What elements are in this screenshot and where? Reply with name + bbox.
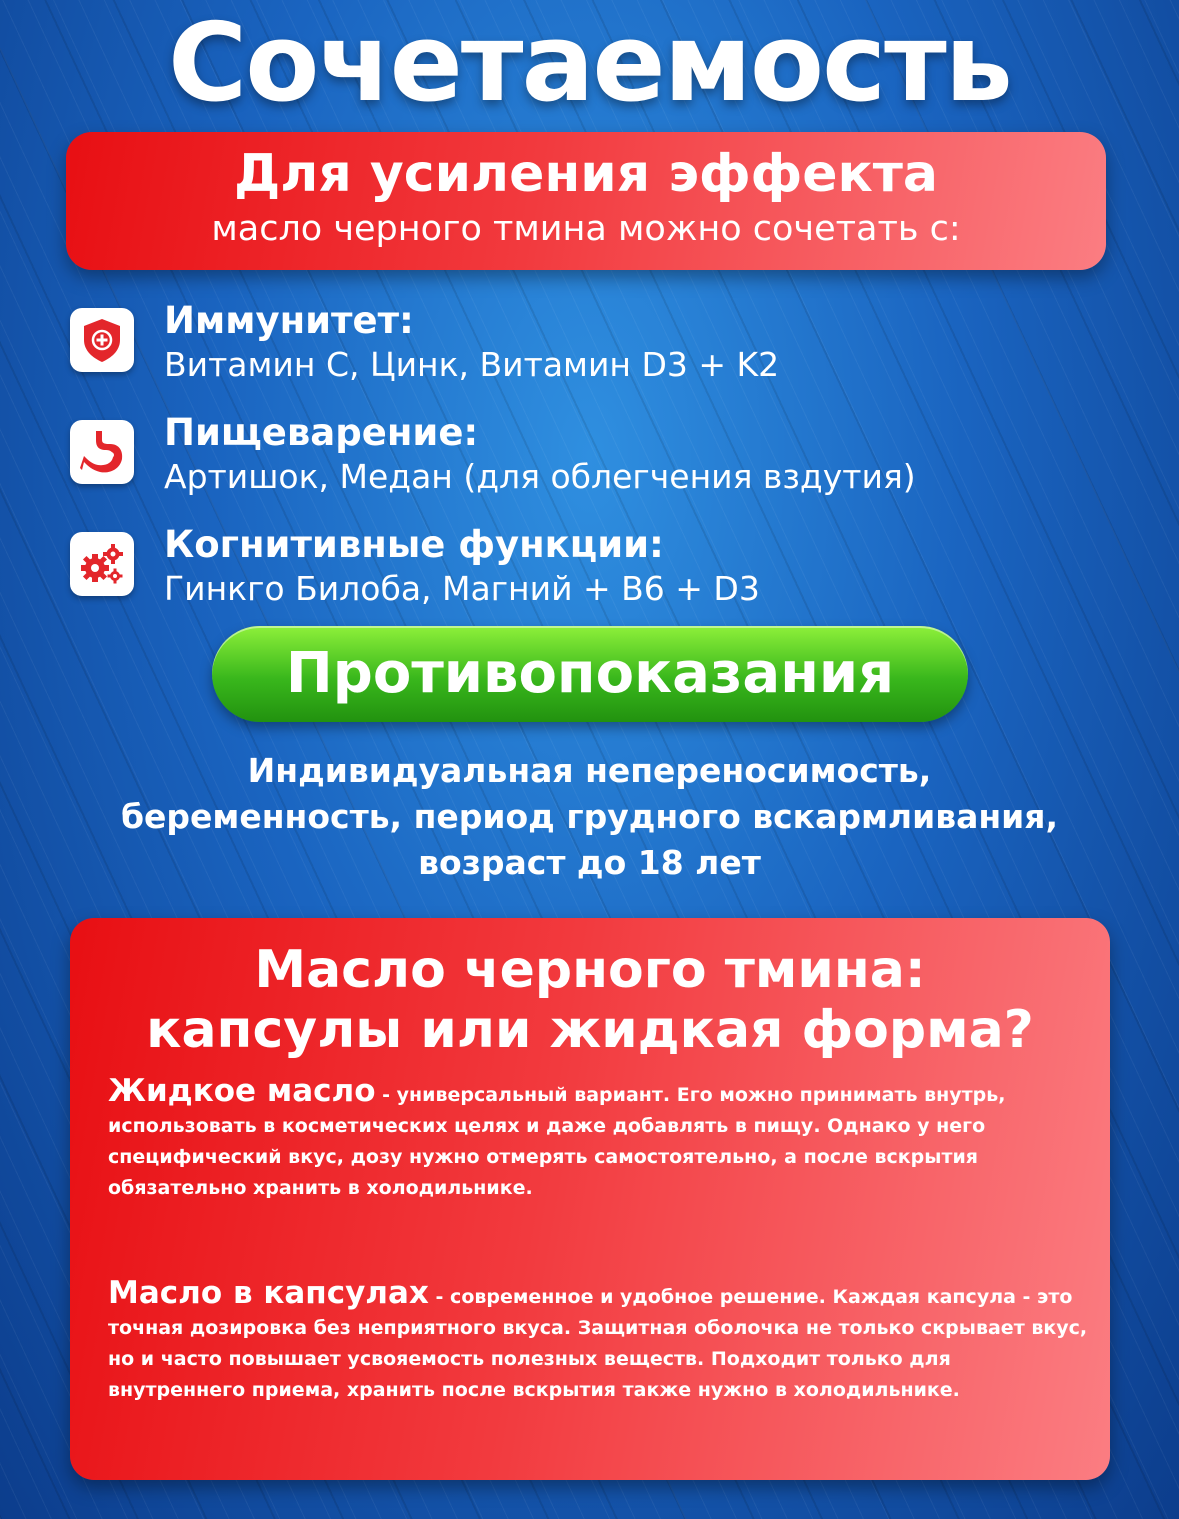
enhance-subheading: масло черного тмина можно сочетать с: bbox=[211, 209, 961, 249]
combination-items: Артишок, Медан (для облегчения вздутия) bbox=[164, 457, 916, 496]
forms-heading-line: Масло черного тмина: bbox=[254, 940, 926, 1000]
combination-title: Иммунитет: bbox=[164, 299, 414, 342]
capsules-text: - современное и удобное решение. Каждая капсула - это точная дозировка без неприятного вкуса. Защитная оболочка не только скрывает вкус, но и часто повышает усвояемость полезных веществ. Подходит только для внутреннего приема, хранить после вскрытия также нужно в холодильнике. bbox=[108, 1286, 1088, 1401]
capsules-lead: Масло в капсулах bbox=[108, 1275, 429, 1311]
combination-items: Витамин С, Цинк, Витамин D3 + K2 bbox=[164, 345, 780, 384]
page-title: Сочетаемость bbox=[168, 1, 1011, 126]
liquid-oil-text: - универсальный вариант. Его можно принимать внутрь, использовать в косметических целях и даже добавлять в пищу. Однако у него специфический вкус, дозу нужно отмерять самостоятельно, а после вскрытия обязательно хранить в холодильнике. bbox=[108, 1084, 1006, 1199]
combination-title: Когнитивные функции: bbox=[164, 523, 664, 566]
contraindications-text bbox=[0, 748, 1179, 886]
stomach-icon bbox=[70, 420, 134, 484]
enhance-banner bbox=[66, 132, 1106, 270]
shield-plus-icon bbox=[70, 308, 134, 372]
combination-immunity bbox=[70, 300, 1130, 400]
liquid-oil-lead: Жидкое масло bbox=[108, 1073, 376, 1109]
combination-digestion bbox=[70, 412, 1130, 512]
enhance-heading: Для усиления эффекта bbox=[233, 144, 939, 204]
forms-panel bbox=[70, 918, 1110, 1480]
contraindications-badge: Противопоказания bbox=[212, 626, 968, 722]
liquid-oil-paragraph bbox=[108, 1073, 1088, 1204]
gears-icon bbox=[70, 532, 134, 596]
capsules-paragraph bbox=[108, 1275, 1088, 1406]
combination-title: Пищеварение: bbox=[164, 411, 479, 454]
combination-items: Гинкго Билоба, Магний + B6 + D3 bbox=[164, 569, 760, 608]
contraindication-line: возраст до 18 лет bbox=[418, 843, 761, 882]
forms-heading-line: капсулы или жидкая форма? bbox=[146, 1000, 1034, 1060]
forms-heading bbox=[70, 940, 1110, 1060]
combination-cognitive bbox=[70, 524, 1130, 624]
contraindication-line: Индивидуальная непереносимость, bbox=[247, 751, 932, 790]
contraindication-line: беременность, период грудного вскармливания, bbox=[120, 797, 1059, 836]
